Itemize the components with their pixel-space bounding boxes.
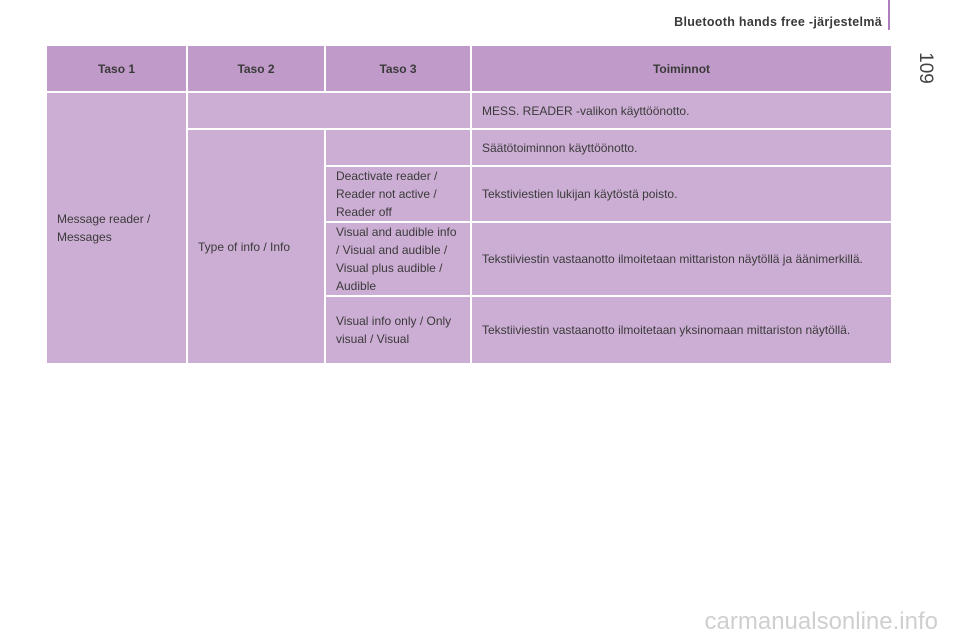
empty-cell: [325, 129, 471, 166]
level3-cell: Visual and audible info / Visual and audible / Visual plus audible / Audible: [325, 222, 471, 296]
table-row: [46, 92, 892, 129]
level1-cell: Message reader / Messages: [46, 92, 187, 364]
column-header-level1: Taso 1: [46, 45, 187, 92]
column-header-level3: Taso 3: [325, 45, 471, 92]
header-accent-rule: [888, 0, 890, 30]
level2-function-cell: Säätötoiminnon käyttöönotto.: [471, 129, 892, 166]
menu-table: [45, 44, 893, 365]
page-number: 109: [915, 52, 936, 84]
column-header-functions: Toiminnot: [471, 45, 892, 92]
level3-function-cell: Tekstiviestien lukijan käytöstä poisto.: [471, 166, 892, 222]
level3-cell: Visual info only / Only visual / Visual: [325, 296, 471, 364]
level3-cell: Deactivate reader / Reader not active / Reader off: [325, 166, 471, 222]
level2-cell: Type of info / Info: [187, 129, 325, 364]
column-header-level2: Taso 2: [187, 45, 325, 92]
page-header-title: Bluetooth hands free -järjestelmä: [674, 15, 882, 29]
table-header-row: [46, 45, 892, 92]
level3-function-cell: Tekstiiviestin vastaanotto ilmoitetaan yksinomaan mittariston näytöllä.: [471, 296, 892, 364]
empty-cell: [187, 92, 471, 129]
level1-function-cell: MESS. READER -valikon käyttöönotto.: [471, 92, 892, 129]
watermark: carmanualsonline.info: [704, 608, 938, 635]
level3-function-cell: Tekstiiviestin vastaanotto ilmoitetaan mittariston näytöllä ja äänimerkillä.: [471, 222, 892, 296]
